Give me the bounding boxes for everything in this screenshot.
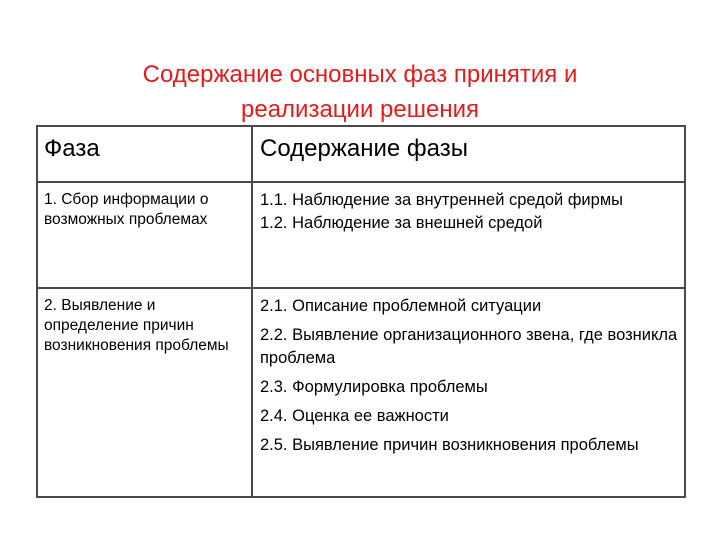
header-phase-label: Фаза [44,135,100,162]
table-row [37,288,685,497]
table-header-row [37,126,685,182]
content-cell [252,182,685,288]
phase-cell [37,182,252,288]
content-item: 2.3. Формулировка проблемы [260,378,488,396]
content-item: 1.2. Наблюдение за внешней средой [260,214,543,232]
header-content-label: Содержание фазы [260,135,469,162]
content-item: 2.5. Выявление причин возникновения проблемы [260,436,639,454]
phase-text: 2. Выявление и определение причин возникновения проблемы [44,297,229,354]
phase-cell [37,288,252,497]
header-cell-content [252,126,685,182]
content-item: 2.1. Описание проблемной ситуации [260,297,542,315]
phases-table [36,125,686,498]
content-item: 2.4. Оценка ее важности [260,407,449,425]
slide-title-line-1: Содержание основных фаз принятия и [142,61,578,88]
slide-title [60,57,660,127]
phase-text: 1. Сбор информации о возможных проблемах [44,191,209,228]
content-cell [252,288,685,497]
table-row [37,182,685,288]
content-item: 2.2. Выявление организационного звена, где возникла проблема [260,326,678,367]
header-cell-phase [37,126,252,182]
content-item: 1.1. Наблюдение за внутренней средой фирмы [260,191,624,209]
slide-title-line-2: реализации решения [241,96,479,123]
